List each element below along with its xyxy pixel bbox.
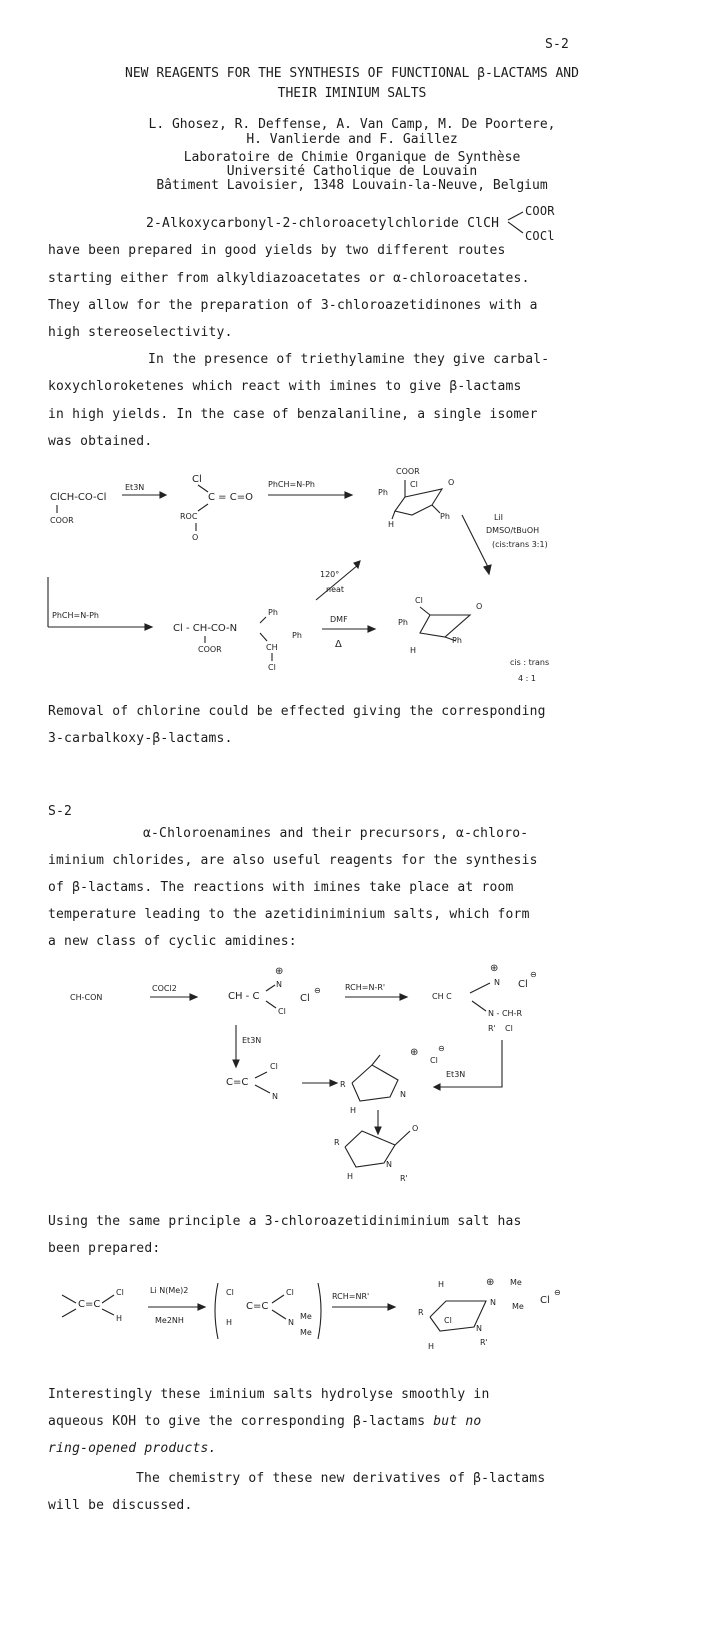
s1-prod-coor: COOR <box>396 467 420 476</box>
s3-salt-r: R <box>418 1308 424 1317</box>
s2-lactam-o: O <box>412 1124 419 1133</box>
para3-line2: 3-carbalkoxy-β-lactams. <box>48 731 233 746</box>
s1-amide: Cl - CH-CO-N <box>173 623 238 634</box>
para1-line1: 2-Alkoxycarbonyl-2-chloroacetylchloride ClCH <box>146 216 500 231</box>
para6-line1: Interestingly these iminium salts hydrolyse smoothly in <box>48 1387 490 1402</box>
s1-p2-o: O <box>476 602 483 611</box>
s1-prod-cl: Cl <box>410 480 418 489</box>
s2-salt-minus: ⊖ <box>438 1044 445 1053</box>
para6-line2b: but no <box>433 1414 482 1429</box>
s3-salt-minus: ⊖ <box>554 1288 561 1297</box>
para1-line4: They allow for the preparation of 3-chloroazetidinones with a <box>48 298 538 313</box>
s2-start: CH-CON <box>70 993 103 1002</box>
s3-salt-plus: ⊕ <box>486 1277 495 1288</box>
s2-adduct-cl: Cl <box>518 979 528 990</box>
s1-reagent2: PhCH=N-Ph <box>268 480 315 489</box>
s3-salt-counter: Cl <box>540 1295 550 1306</box>
s1-p2-h: H <box>410 646 417 655</box>
s1-amide-cl: Cl <box>268 663 276 672</box>
s2-salt-cl: Cl <box>430 1056 438 1065</box>
s1-iso-ratio: (cis:trans 3:1) <box>492 540 548 549</box>
para1-line2: have been prepared in good yields by two different routes <box>48 243 506 258</box>
s3-salt-h2: H <box>428 1342 435 1351</box>
s1-iso-r2: DMSO/tBuOH <box>486 526 540 535</box>
para2-line1: In the presence of triethylamine they give carbal- <box>148 352 550 367</box>
s2-iminium-cl: Cl <box>278 1007 286 1016</box>
s2-lactam-h: H <box>347 1172 354 1181</box>
s3-start: C=C <box>78 1299 101 1310</box>
s1-p2-nph: Ph <box>452 636 462 645</box>
para6-line2 <box>48 1414 481 1429</box>
s3-salt-me1: Me <box>510 1278 522 1287</box>
s2-counter-cl: Cl <box>300 993 310 1004</box>
s3-inter-me2: Me <box>300 1328 312 1337</box>
affiliation-line-1: Laboratoire de Chimie Organique de Synthèse <box>183 150 521 165</box>
para1-line3: starting either from alkyldiazoacetates or α-chloroacetates. <box>48 271 530 286</box>
s3-inter-cl1: Cl <box>226 1288 234 1297</box>
para4-line5: a new class of cyclic amidines: <box>48 934 297 949</box>
authors-line-2: H. Vanlierde and F. Gaillez <box>246 132 458 147</box>
s1-dmf: DMF <box>330 615 348 624</box>
s1-iso-r1: LiI <box>494 513 504 522</box>
para7-line1: The chemistry of these new derivatives of β-lactams <box>136 1471 546 1486</box>
s2-salt-et3n: Et3N <box>446 1070 466 1079</box>
s2-salt-n: N <box>400 1090 406 1099</box>
s2-counter-minus: ⊖ <box>314 986 321 995</box>
para2-line4: was obtained. <box>48 434 153 449</box>
s2-lactam-r: R <box>334 1138 340 1147</box>
authors-line-1: L. Ghosez, R. Deffense, A. Van Camp, M. De Poortere, <box>148 117 556 132</box>
s3-start-h: H <box>116 1314 123 1323</box>
s1-ketene-o: O <box>192 533 199 542</box>
s1-prod-h: H <box>388 520 395 529</box>
s2-reagent2: RCH=N-R' <box>345 983 386 992</box>
s2-adduct-n2: N - CH-R <box>488 1009 523 1018</box>
para1-coor: COOR <box>525 204 555 218</box>
s1-ratio-label: cis : trans <box>510 658 550 667</box>
s3-reagent1b: Me2NH <box>155 1316 184 1325</box>
para5-line1: Using the same principle a 3-chloroazetidiniminium salt has <box>48 1214 522 1229</box>
s2-adduct-n: N <box>494 978 500 987</box>
s3-salt-n2: N <box>476 1324 482 1333</box>
s1-heat-1: 120° <box>320 570 340 579</box>
s2-iminium: CH - C <box>228 991 260 1002</box>
s3-inter-h: H <box>226 1318 233 1327</box>
para3-line1: Removal of chlorine could be effected giving the corresponding <box>48 704 546 719</box>
s2-adduct: CH C <box>432 992 452 1001</box>
s3-inter-n: N <box>288 1318 294 1327</box>
s2-salt-h: H <box>350 1106 357 1115</box>
s3-salt-n: N <box>490 1298 496 1307</box>
affiliation-line-3: Bâtiment Lavoisier, 1348 Louvain-la-Neuve, Belgium <box>156 178 548 193</box>
para1-cocl: COCl <box>525 229 555 243</box>
s1-amide-chph: Ph <box>292 631 302 640</box>
s2-reagent1: COCl2 <box>152 984 177 993</box>
s2-iminium-n: N <box>276 980 282 989</box>
para2-line3: in high yields. In the case of benzalaniline, a single isomer <box>48 407 538 422</box>
s2-enamine-n: N <box>272 1092 278 1101</box>
s2-enamine-cl: Cl <box>270 1062 278 1071</box>
s2-salt-r: R <box>340 1080 346 1089</box>
s1-prod-nph: Ph <box>440 512 450 521</box>
para4-line2: iminium chlorides, are also useful reagents for the synthesis <box>48 853 538 868</box>
s1-heat-2: neat <box>326 585 345 594</box>
s3-inter-cl2: Cl <box>286 1288 294 1297</box>
s1-amide-ch: CH <box>266 643 278 652</box>
s1-p2-ph: Ph <box>398 618 408 627</box>
para5-line2: been prepared: <box>48 1241 161 1256</box>
title-line-2: THEIR IMINIUM SALTS <box>277 86 427 101</box>
s2-adduct-r: R' <box>488 1024 496 1033</box>
s1-p2-cl: Cl <box>415 596 423 605</box>
s3-reagent2: RCH=NR' <box>332 1292 370 1301</box>
s1-ratio-value: 4 : 1 <box>518 674 536 683</box>
s3-salt-h: H <box>438 1280 445 1289</box>
reaction-scheme-2 <box>0 955 704 1195</box>
s1-start-sub: COOR <box>50 516 74 525</box>
reaction-scheme-3 <box>0 1265 704 1375</box>
s3-inter-c: C=C <box>246 1301 269 1312</box>
para1-line5: high stereoselectivity. <box>48 325 233 340</box>
s2-adduct-plus: ⊕ <box>490 963 499 974</box>
page-number: S-2 <box>545 37 570 52</box>
para4-line1: α-Chloroenamines and their precursors, α-chloro- <box>143 826 529 841</box>
s2-et3n: Et3N <box>242 1036 262 1045</box>
s1-amide-sub: COOR <box>198 645 222 654</box>
s2-iminium-plus: ⊕ <box>275 966 284 977</box>
s2-adduct-minus: ⊖ <box>530 970 537 979</box>
s2-salt-plus: ⊕ <box>410 1047 419 1058</box>
s3-inter-me1: Me <box>300 1312 312 1321</box>
s1-ketene-cl: Cl <box>192 474 202 485</box>
para7-line2: will be discussed. <box>48 1498 193 1513</box>
s1-ketene: C = C=O <box>208 492 253 503</box>
reaction-scheme-1 <box>0 455 704 695</box>
s2-enamine: C=C <box>226 1077 249 1088</box>
s1-imine-reagent: PhCH=N-Ph <box>52 611 99 620</box>
title-line-1: NEW REAGENTS FOR THE SYNTHESIS OF FUNCTIONAL β-LACTAMS AND <box>125 66 579 81</box>
s3-salt-r2: R' <box>480 1338 488 1347</box>
affiliation-line-2: Université Catholique de Louvain <box>226 164 478 179</box>
para2-line2: koxychloroketenes which react with imines to give β-lactams <box>48 379 522 394</box>
para6-line2a: aqueous KOH to give the corresponding β-lactams <box>48 1414 434 1429</box>
s3-start-cl: Cl <box>116 1288 124 1297</box>
s1-prod-o: O <box>448 478 455 487</box>
para6-line3: ring-opened products. <box>48 1441 217 1456</box>
para4-line4: temperature leading to the azetidiniminium salts, which form <box>48 907 530 922</box>
s1-amide-ph: Ph <box>268 608 278 617</box>
para4-line3: of β-lactams. The reactions with imines take place at room <box>48 880 514 895</box>
s1-prod-ph: Ph <box>378 488 388 497</box>
s3-salt-cl: Cl <box>444 1316 452 1325</box>
s3-reagent1: Li N(Me)2 <box>150 1286 189 1295</box>
s2-lactam-n: N <box>386 1160 392 1169</box>
s2-lactam-r2: R' <box>400 1174 408 1183</box>
s1-start: ClCH-CO-Cl <box>50 492 107 503</box>
s2-adduct-cl2: Cl <box>505 1024 513 1033</box>
section-label: S-2 <box>48 804 73 819</box>
s1-delta: Δ <box>335 639 342 650</box>
s1-ketene-roc: ROC <box>180 512 198 521</box>
s3-salt-me2: Me <box>512 1302 524 1311</box>
s1-reagent1: Et3N <box>125 483 145 492</box>
